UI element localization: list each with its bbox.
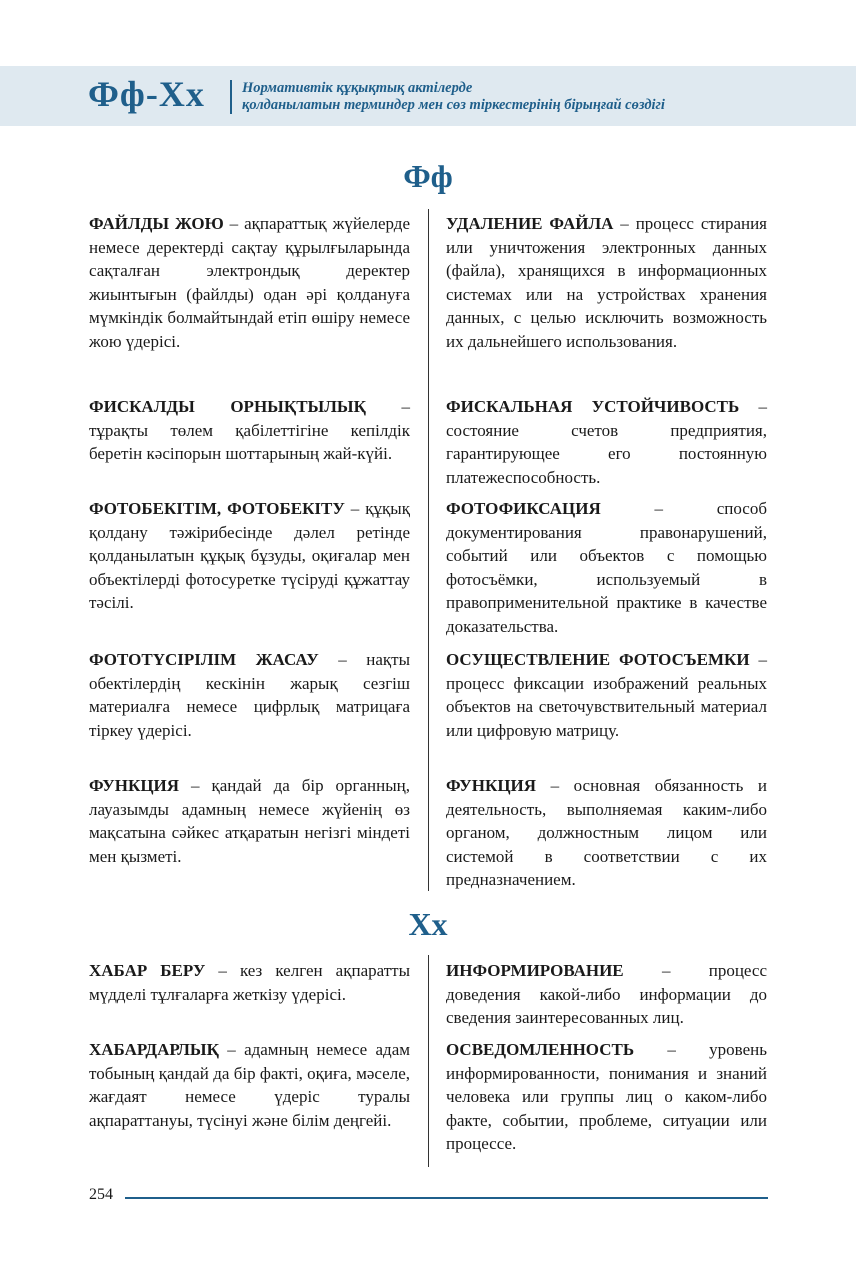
entry-ru-4	[446, 648, 767, 742]
term: УДАЛЕНИЕ ФАЙЛА	[446, 214, 614, 233]
definition: – уровень информированности, понимания и знаний человека или группы лиц о каком-либо факте, событии, проблеме, ситуации или процессе.	[446, 1040, 767, 1154]
header-subtitle-line1: Нормативтік құқықтық актілерде	[242, 80, 473, 96]
term: ФУНКЦИЯ	[89, 776, 180, 795]
term: ОСУЩЕСТВЛЕНИЕ ФОТОСЪЕМКИ	[446, 650, 750, 669]
entry-kk-5	[89, 774, 410, 868]
header-divider	[230, 80, 232, 114]
entry-ru-6	[446, 959, 767, 1030]
term: ФОТОБЕКІТІМ, ФОТОБЕКІТУ	[89, 499, 345, 518]
term: ФОТОФИКСАЦИЯ	[446, 499, 601, 518]
section-title-f: Фф	[403, 158, 453, 194]
definition: – құқық қолдану тәжірибесінде дәлел ретінде қолданылатын құқық бұзуды, оқиғалар мен объектілерді фотосуретке түсіруді құжаттау тәсілі.	[89, 499, 410, 613]
column-divider-f	[428, 209, 429, 891]
definition: – адамның немесе адам тобының қандай да бір факті, оқиға, мәселе, жағдаят немесе үдеріс туралы ақпараттануы, түсінуі және білім деңгейі.	[89, 1040, 410, 1130]
definition: – ақпараттық жүйелерде немесе деректерді сақтау құрылғыларында сақталған электрондық деректер жиынтығын (файлды) одан әрі қолдануға мүмкіндік болмайтындай етіп өшіру немесе жою үдерісі.	[89, 214, 411, 351]
term: ФОТОТҮСІРІЛІМ ЖАСАУ	[89, 650, 319, 669]
header-subtitle	[242, 80, 665, 114]
entry-kk-2	[89, 395, 410, 466]
section-title-kh: Хх	[408, 906, 448, 942]
definition: – процесс фиксации изображений реальных объектов на светочувствительный материал или цифровую матрицу.	[446, 650, 768, 740]
footer-rule	[125, 1197, 768, 1199]
entry-ru-5	[446, 774, 767, 892]
entry-ru-2	[446, 395, 767, 489]
entry-kk-1	[89, 212, 410, 354]
entry-ru-7	[446, 1038, 767, 1156]
term: ИНФОРМИРОВАНИЕ	[446, 961, 624, 980]
definition: – нақты обектілердің кескінін жарық сезгіш материалға немесе цифрлық матрицаға тіркеу үдерісі.	[89, 650, 410, 740]
definition: – состояние счетов предприятия, гарантирующее его постоянную платежеспособность.	[446, 397, 767, 487]
term: ФУНКЦИЯ	[446, 776, 537, 795]
entry-kk-4	[89, 648, 410, 742]
term: ФИСКАЛДЫ ОРНЫҚТЫЛЫҚ	[89, 397, 366, 416]
column-divider-kh	[428, 955, 429, 1167]
term: ХАБАРДАРЛЫҚ	[89, 1040, 219, 1059]
definition: – қандай да бір органның, лауазымды адамның немесе жүйенің өз мақсатына сәйкес атқаратын негізгі міндеті мен қызметі.	[89, 776, 410, 866]
entry-kk-3	[89, 497, 410, 615]
definition: – кез келген ақпаратты мүдделі тұлғаларға жеткізу үдерісі.	[89, 961, 410, 1004]
definition: – процесс доведения какой-либо информации до сведения заинтересованных лиц.	[446, 961, 767, 1028]
entry-kk-6	[89, 959, 410, 1006]
definition: – способ документирования правонарушений, событий или объектов с помощью фотосъёмки, используемый в правоприменительной практике в качестве доказательства.	[446, 499, 767, 636]
header-subtitle-line2: қолданылатын терминдер мен сөз тіркестерінің бірыңғай сөздігі	[242, 97, 665, 113]
definition: – тұрақты төлем қабілеттігіне кепілдік беретін кәсіпорын шоттарының жай-күйі.	[89, 397, 410, 464]
term: ОСВЕДОМЛЕННОСТЬ	[446, 1040, 635, 1059]
entry-kk-7	[89, 1038, 410, 1132]
entry-ru-1	[446, 212, 767, 354]
term: ФИСКАЛЬНАЯ УСТОЙЧИВОСТЬ	[446, 397, 740, 416]
definition: – процесс стирания или уничтожения электронных данных (файла), хранящихся в информационных системах или на устройствах хранения данных, с целью исключить возможность их дальнейшего использования.	[446, 214, 768, 351]
term: ФАЙЛДЫ ЖОЮ	[89, 214, 224, 233]
entry-ru-3	[446, 497, 767, 639]
header-letters: Фф-Хх	[88, 74, 205, 114]
term: ХАБАР БЕРУ	[89, 961, 206, 980]
page-number: 254	[89, 1186, 113, 1203]
definition: – основная обязанность и деятельность, выполняемая каким-либо органом, должностным лицом или системой в соответствии с их предназначением.	[446, 776, 767, 890]
